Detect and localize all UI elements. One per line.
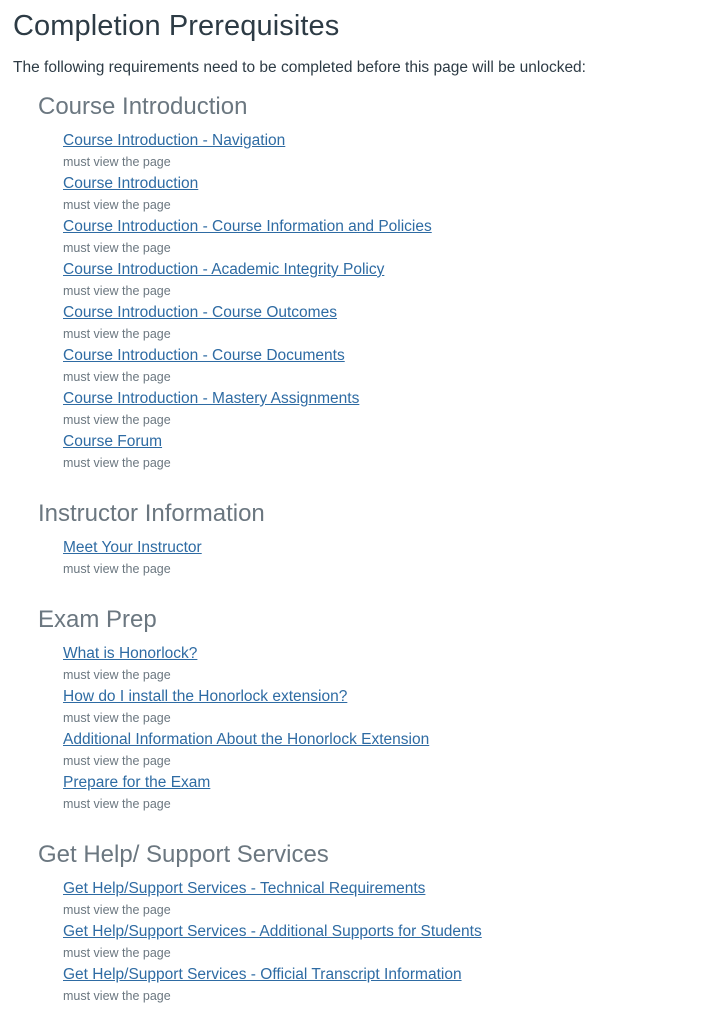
requirement-item bbox=[63, 878, 698, 921]
requirement-item bbox=[63, 537, 698, 580]
requirement-link-prepare-for-exam[interactable]: Prepare for the Exam bbox=[63, 774, 211, 791]
requirement-link-what-is-honorlock[interactable]: What is Honorlock? bbox=[63, 645, 198, 662]
requirement-note: must view the page bbox=[63, 562, 171, 576]
module-instructor-information bbox=[38, 499, 698, 580]
module-exam-prep bbox=[38, 605, 698, 815]
requirement-list bbox=[38, 537, 698, 580]
requirement-note: must view the page bbox=[63, 198, 171, 212]
requirement-link-academic-integrity-policy[interactable]: Course Introduction - Academic Integrity Policy bbox=[63, 261, 385, 278]
requirement-list bbox=[38, 878, 698, 1007]
requirement-item bbox=[63, 921, 698, 964]
requirement-note: must view the page bbox=[63, 754, 171, 768]
requirement-link-meet-your-instructor[interactable]: Meet Your Instructor bbox=[63, 539, 202, 556]
requirement-link-course-information-policies[interactable]: Course Introduction - Course Information and Policies bbox=[63, 218, 432, 235]
requirement-item bbox=[63, 643, 698, 686]
requirement-item bbox=[63, 259, 698, 302]
requirement-link-course-introduction[interactable]: Course Introduction bbox=[63, 175, 199, 192]
requirement-note: must view the page bbox=[63, 413, 171, 427]
requirement-link-course-outcomes[interactable]: Course Introduction - Course Outcomes bbox=[63, 304, 337, 321]
requirement-note: must view the page bbox=[63, 711, 171, 725]
requirement-link-additional-supports[interactable]: Get Help/Support Services - Additional Supports for Students bbox=[63, 923, 482, 940]
module-title: Get Help/ Support Services bbox=[38, 841, 329, 868]
requirement-note: must view the page bbox=[63, 903, 171, 917]
requirement-note: must view the page bbox=[63, 284, 171, 298]
requirement-item bbox=[63, 772, 698, 815]
requirement-note: must view the page bbox=[63, 668, 171, 682]
requirement-item bbox=[63, 173, 698, 216]
requirement-link-install-honorlock-extension[interactable]: How do I install the Honorlock extension? bbox=[63, 688, 348, 705]
requirement-item bbox=[63, 388, 698, 431]
requirement-item bbox=[63, 302, 698, 345]
module-title: Exam Prep bbox=[38, 606, 157, 633]
requirement-list bbox=[38, 130, 698, 474]
requirement-link-honorlock-extension-info[interactable]: Additional Information About the Honorlock Extension bbox=[63, 731, 430, 748]
requirement-note: must view the page bbox=[63, 456, 171, 470]
requirement-link-mastery-assignments[interactable]: Course Introduction - Mastery Assignments bbox=[63, 390, 360, 407]
module-get-help-support-services bbox=[38, 840, 698, 1007]
requirement-link-technical-requirements[interactable]: Get Help/Support Services - Technical Requirements bbox=[63, 880, 426, 897]
requirement-note: must view the page bbox=[63, 989, 171, 1003]
requirement-note: must view the page bbox=[63, 370, 171, 384]
requirement-item bbox=[63, 345, 698, 388]
requirement-link-course-introduction-navigation[interactable]: Course Introduction - Navigation bbox=[63, 132, 286, 149]
requirement-note: must view the page bbox=[63, 241, 171, 255]
requirement-link-course-forum[interactable]: Course Forum bbox=[63, 433, 163, 450]
requirement-note: must view the page bbox=[63, 155, 171, 169]
requirement-link-official-transcript[interactable]: Get Help/Support Services - Official Transcript Information bbox=[63, 966, 462, 983]
module-course-introduction bbox=[38, 92, 698, 474]
module-title: Course Introduction bbox=[38, 93, 248, 120]
requirement-link-course-documents[interactable]: Course Introduction - Course Documents bbox=[63, 347, 345, 364]
module-title: Instructor Information bbox=[38, 500, 265, 527]
requirement-note: must view the page bbox=[63, 327, 171, 341]
intro-text: The following requirements need to be completed before this page will be unlocked: bbox=[13, 59, 586, 76]
requirement-item bbox=[63, 729, 698, 772]
requirement-item bbox=[63, 686, 698, 729]
requirement-note: must view the page bbox=[63, 797, 171, 811]
requirement-item bbox=[63, 216, 698, 259]
requirement-list bbox=[38, 643, 698, 815]
requirement-item bbox=[63, 130, 698, 173]
requirement-item bbox=[63, 431, 698, 474]
requirement-note: must view the page bbox=[63, 946, 171, 960]
page-title: Completion Prerequisites bbox=[13, 10, 340, 42]
requirement-item bbox=[63, 964, 698, 1007]
